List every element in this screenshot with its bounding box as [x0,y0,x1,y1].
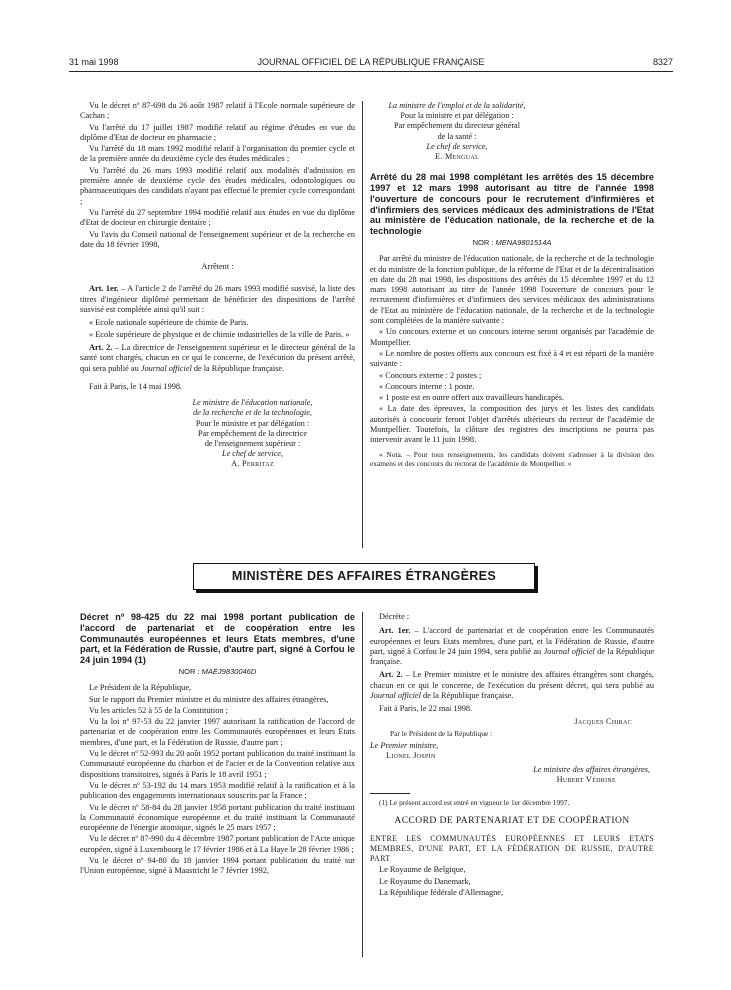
decrete-heading: Décrète : [379,612,410,621]
premier-ministre-title: Le Premier ministre, [370,740,439,750]
nor-reference [80,667,355,677]
footnote: (1) Le présent accord est entré en vigueur le 1er décembre 1997. [379,798,570,808]
article-text: – Le Premier ministre et le ministre des affaires étrangères sont chargés, chacun en ce qui le concerne, de l'exécution du présent décret, qui sera publié au [370,670,654,690]
article-2 [80,343,355,374]
journal-reference: Journal officiel [140,363,192,373]
body-paragraph: « Le nombre de postes offerts aux concours est fixé à 4 et est réparti de la manière suivante : [370,348,654,369]
left-column-top [80,101,355,470]
visa-paragraph: Vu l'avis du Conseil national de l'enseignement supérieur et de la recherche en date du 18 février 1998, [80,229,355,249]
signatory-title: La ministre de l'emploi et de la solidarité, [388,101,526,110]
par-president-line: Par le Président de la République : [390,728,493,738]
list-item: « Ecole nationale supérieure de chimie de Paris. [89,318,249,328]
signatory-title: Le chef de service, [222,449,283,459]
list-item: « Ecole supérieure de physique et de chimie industrielles de la ville de Paris. » [89,329,350,339]
page-number: 8327 [652,57,673,67]
signatory-name: E. Mengual [434,152,480,162]
nor-code: MENA9801514A [495,238,552,247]
body-paragraph: Sur le rapport du Premier ministre et du ministre des affaires étrangères, [89,694,329,704]
visa-paragraph: Vu l'arrêté du 18 mars 1992 modifié relatif à l'organisation du premier cycle et de la première année du deuxième cycle des études médicales ; [80,144,355,164]
minister-name: Hubert Védrine [556,774,616,784]
body-paragraph: Par arrêté du ministre de l'éducation nationale, de la recherche et de la technologie et du ministre de la fonction publique, de la réforme de l'Etat et de la décentralisation en date du 28 mai 1998, les dispositions des arrêtés du 15 décembre 1997 et du 12 mars 1998 autorisant au titre de l'année 1998 l'ouverture de concours pour le recrutement d'infirmières et d'infirmiers des services médicaux des administrations de l'Etat au ministère de l'éducation nationale, de la recherche et de la technologie sont complétées de la manière suivante : [370,254,654,326]
article-text: – A l'article 2 de l'arrêté du 26 mars 1993 modifié susvisé, la liste des titres d'ingénieur diplômé permettant de bénéficier des dispositions de l'arrêté susvisé est complétée ainsi qu'il suit : [80,284,355,315]
signatory-title: Le chef de service, [426,141,488,151]
visa-paragraph: Vu le décret nº 87-990 du 4 décembre 1987 portant publication de l'Acte unique européen, signé à Luxembourg le 17 février 1986 et à La Haye le 28 février 1986 ; [80,834,355,854]
fait-line: Fait à Paris, le 14 mai 1998. [89,381,183,391]
signature-block [150,398,355,469]
delegation-line: Par empêchement du directeur général [394,121,520,131]
article-text: – L'accord de partenariat et de coopération entre les Communautés européennes et leurs Etats membres, d'une part, et la Fédération de Russie, d'autre part, signé à Corfou le 24 juin 1994, sera publié au [370,626,654,656]
ministry-banner-label: MINISTÈRE DES AFFAIRES ÉTRANGÈRES [231,569,497,583]
visa-paragraph: Vu l'arrêté du 17 juillet 1987 modifié relatif au régime d'études en vue du diplôme d'Etat de docteur en pharmacie ; [80,122,355,142]
nor-reference [370,238,654,248]
visa-paragraph: Vu le décret nº 94-80 du 18 janvier 1994 portant publication du traité sur l'Union européenne, signé à Maastricht le 7 février 1992, [80,856,355,876]
article-text-end: de la République française. [420,691,514,701]
body-paragraph: « 1 poste est en outre offert aux travailleurs handicapés. [379,393,565,403]
premier-ministre-name: Lionel Jospin [386,751,436,761]
column-divider [362,101,363,548]
accord-title: ACCORD DE PARTENARIAT ET DE COOPÉRATION [394,815,630,827]
page-header [69,53,673,69]
right-column-top [370,101,654,469]
body-paragraph: Le Président de la République, [89,683,192,693]
party-item: Le Royaume de Belgique, [379,865,466,875]
visa-paragraph: Vu la loi nº 97-53 du 22 janvier 1997 autorisant la ratification de l'accord de partenariat et de coopération entre les Communautés européennes et leurs Etats membres, d'une part, et la Fédération de Russie, d'autre part ; [80,717,355,747]
visa-paragraph: Vu le décret nº 53-192 du 14 mars 1953 modifié relatif à la ratification et à la publication des engagements internationaux souscrits par la France ; [80,780,355,801]
nota-paragraph: « Nota. – Pour tous renseignements, les candidats doivent s'adresser à la division des examens et des concours du rectorat de l'académie de Montpellier. » [370,449,654,468]
visa-paragraph: Vu l'arrêté du 27 septembre 1994 modifié relatif aux études en vue du diplôme d'Etat de docteur en chirurgie dentaire ; [80,207,355,228]
fait-line: Fait à Paris, le 22 mai 1998. [379,704,473,714]
journal-title: JOURNAL OFFICIEL DE LA RÉPUBLIQUE FRANÇAISE [257,57,485,67]
signatory-name: A. Perritaz [231,459,274,469]
article-label: Art. 1er. [379,626,411,636]
article-label: Art. 1er. [89,284,119,294]
delegation-line: de l'enseignement supérieur : [204,438,301,448]
visa-paragraph: Vu les articles 52 à 55 de la Constitution ; [89,705,228,715]
arrete-title: Arrêté du 28 mai 1998 complétant les arrêtés des 15 décembre 1997 et 12 mars 1998 autorisant au titre de l'année 1998 l'ouverture de concours pour le recrutement d'infirmières et d'infirmiers des services médicaux des administrations de l'Etat au ministère de l'éducation nationale, de la recherche et de la technologie [370,172,654,237]
nor-code: MAEJ9830046D [201,666,257,676]
left-column-bottom [80,612,355,878]
minister-title: Le ministre des affaires étrangères, [533,764,650,774]
party-item: La République fédérale d'Allemagne, [379,888,504,898]
article-1 [80,284,355,315]
arretent-heading: Arrêtent : [201,262,234,272]
president-name: Jacques Chirac [574,716,632,726]
signatory-title: Le ministre de l'éducation nationale, [192,398,313,408]
nor-label: NOR : [178,666,202,676]
body-paragraph: « Un concours externe et un concours interne seront organisés par l'académie de Montpellier. [370,327,654,347]
column-divider [362,612,363,957]
nor-label: NOR : [472,238,496,247]
header-rule [69,71,673,72]
ministry-banner [193,563,535,590]
article-text: – La directrice de l'enseignement supérieur et le directeur général de la santé sont chargés, chacun en ce qui le concerne, de l'exécution du présent arrêté, qui sera publié au [80,342,355,373]
header-date: 31 mai 1998 [69,57,119,67]
journal-reference: Journal officiel [370,691,421,701]
delegation-line: Pour le ministre et par délégation : [195,418,310,428]
delegation-line: Par empêchement de la directrice [197,428,308,438]
footnote-rule [370,793,410,794]
body-paragraph: « La date des épreuves, la composition des jurys et les listes des candidats autorisés à concourir feront l'objet d'arrêtés ultérieurs du recteur de l'académie de Montpellier. Toutefois, la clôture des registres des inscriptions ne pourra pas intervenir avant le 11 juin 1998. [370,404,654,445]
journal-reference: Journal officiel [543,646,595,656]
party-item: Le Royaume du Danemark, [379,876,471,886]
article-text-end: de la République française. [370,646,655,667]
article-1 [370,626,654,667]
right-column-bottom [370,612,654,899]
article-2 [370,670,654,701]
article-label: Art. 2. [89,342,113,352]
signature-block [370,101,544,162]
decret-title: Décret nº 98-425 du 22 mai 1998 portant publication de l'accord de partenariat et de coopération entre les Communautés européennes et leurs Etats membres, d'une part, et la Fédération de Russie, d'autre part, signé à Corfou le 24 juin 1994 (1) [80,612,355,666]
visa-paragraph: Vu le décret nº 87-698 du 26 août 1987 relatif à l'Ecole normale supérieure de Cachan ; [80,101,355,121]
body-paragraph: « Concours externe : 2 postes ; [379,370,482,380]
signatory-title: de la recherche et de la technologie, [193,408,312,418]
article-text-end: de la République française. [191,363,285,373]
accord-subtitle: ENTRE LES COMMUNAUTÉS EUROPÉENNES ET LEURS ETATS MEMBRES, D'UNE PART, ET LA FÉDÉRATION DE RUSSIE, D'AUTRE PART [370,834,654,864]
visa-paragraph: Vu le décret nº 52-993 du 20 août 1952 portant publication du traité instituant la Communauté européenne du charbon et de l'acier et de la Convention relative aux dispositions transitoires, signés à Paris le 18 avril 1951 ; [80,749,355,779]
delegation-line: Pour la ministre et par délégation : [400,111,514,121]
body-paragraph: « Concours interne : 1 poste. [379,381,475,391]
delegation-line: de la santé : [437,131,477,141]
article-label: Art. 2. [379,670,403,680]
visa-paragraph: Vu le décret nº 58-84 du 28 janvier 1958 portant publication du traité instituant la Communauté économique européenne et du traité instituant la Communauté européenne de l'énergie atomique, signés le 25 mars 1957 ; [80,802,355,833]
visa-paragraph: Vu l'arrêté du 26 mars 1993 modifié relatif aux modalités d'admission en première année de deuxième cycle des études médicales, odontologiques ou pharmaceutiques des candidats n'ayant pas effectué le premier cycle correspondant ; [80,165,355,206]
